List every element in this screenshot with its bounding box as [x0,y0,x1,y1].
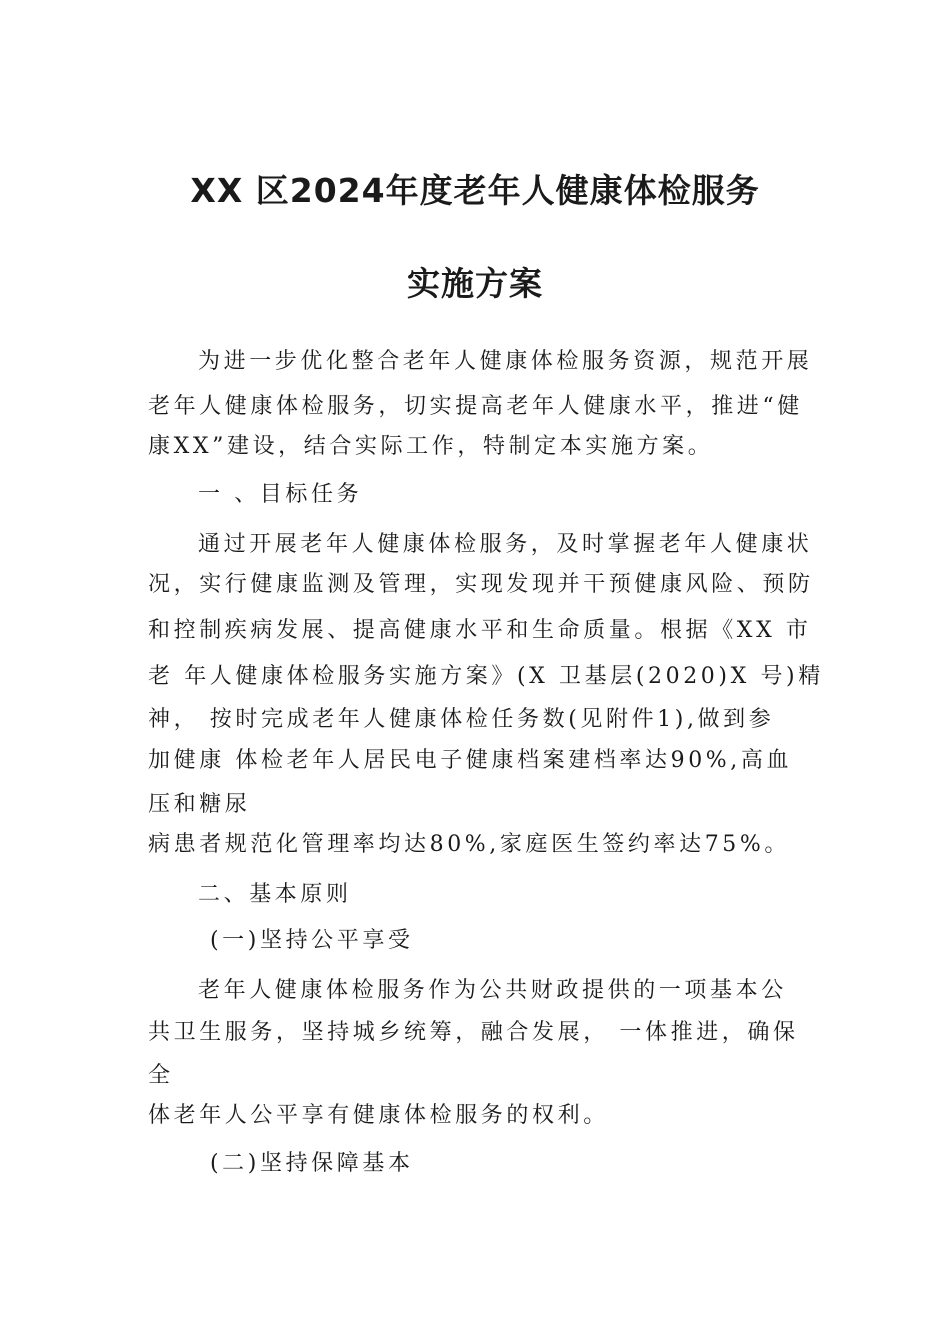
subsection-heading-basic-guarantee: (二)坚持保障基本 [210,1151,414,1176]
goals-paragraph-line: 加健康 体检老年人居民电子健康档案建档率达90%,高血 [148,748,793,773]
fairness-paragraph-line: 老年人健康体检服务作为公共财政提供的一项基本公 [198,978,787,1003]
intro-paragraph-line: 老年人健康体检服务，切实提高老年人健康水平，推进“健 [148,394,803,419]
document-title-line-1: XX 区2024年度老年人健康体检服务 [190,171,760,210]
subsection-heading-fairness: (一)坚持公平享受 [210,928,414,953]
goals-paragraph-line: 神， 按时完成老年人健康体检任务数(见附件1),做到参 [148,707,775,732]
section-heading-principles: 二、基本原则 [198,882,352,907]
goals-paragraph-line: 通过开展老年人健康体检服务，及时掌握老年人健康状 [198,532,813,557]
fairness-paragraph-line: 共卫生服务，坚持城乡统筹，融合发展， 一体推进，确保 [148,1020,799,1045]
goals-paragraph-line: 压和糖尿 [148,792,251,817]
goals-paragraph-line: 况，实行健康监测及管理，实现发现并干预健康风险、预防 [148,572,814,597]
fairness-paragraph-line: 全 [148,1063,174,1088]
fairness-paragraph-line: 体老年人公平享有健康体检服务的权利。 [148,1103,609,1128]
document-title-line-2: 实施方案 [407,264,543,303]
intro-paragraph-line: 康XX”建设，结合实际工作，特制定本实施方案。 [148,434,714,459]
goals-paragraph-line: 和控制疾病发展、提高健康水平和生命质量。根据《XX 市 [148,618,812,643]
goals-paragraph-line: 老 年人健康体检服务实施方案》(X 卫基层(2020)X 号)精 [148,664,824,689]
goals-paragraph-line: 病患者规范化管理率均达80%,家庭医生签约率达75%。 [148,832,790,857]
intro-paragraph-line: 为进一步优化整合老年人健康体检服务资源，规范开展 [198,349,813,374]
section-heading-goals: 一 、目标任务 [198,482,363,507]
